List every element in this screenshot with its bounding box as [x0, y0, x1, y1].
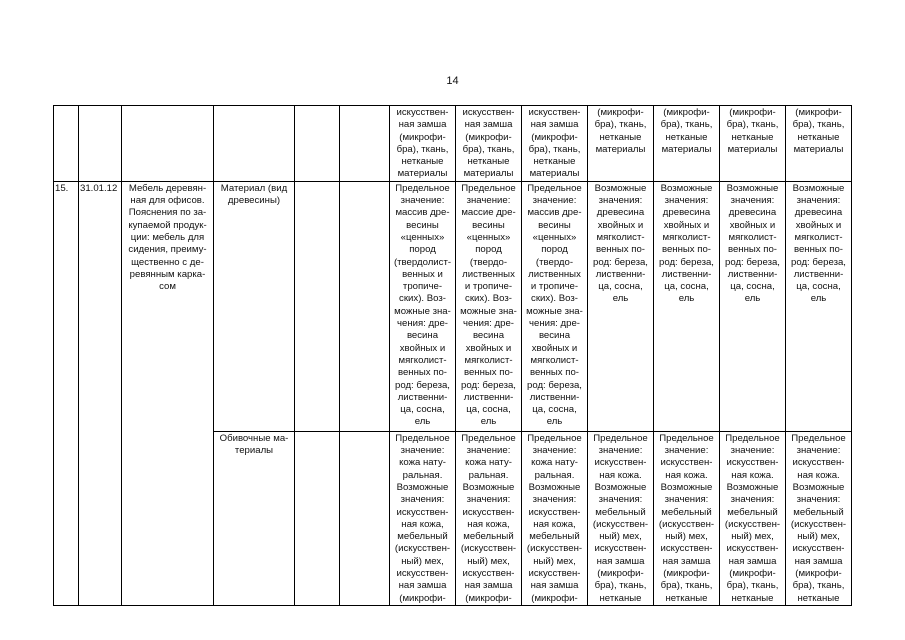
cell-line: значения:: [400, 494, 445, 506]
cell-line: искусствен-: [726, 457, 779, 469]
cell-line: бра), ткань,: [396, 143, 449, 155]
cell-line: венных по-: [793, 244, 843, 256]
cell-line: и тропиче-: [464, 281, 513, 293]
cell-line: хвойных и: [399, 342, 446, 354]
cell-line: ный) мех,: [599, 531, 642, 543]
cell-line: искусствен-: [528, 107, 581, 118]
cell-line: ральная.: [402, 469, 443, 481]
cell-line: ная замша: [398, 580, 447, 592]
cell-line: материалы: [397, 168, 448, 180]
cell-line: ца, сосна,: [730, 281, 775, 293]
cell-line: (микрофи-: [729, 568, 776, 580]
cell-line: род: береза,: [395, 379, 450, 391]
cell-line: древесина: [596, 207, 645, 219]
cell-line: значения:: [730, 195, 775, 207]
cell-line: хвойных и: [531, 342, 578, 354]
cell-line: искусствен-: [594, 457, 647, 469]
cell-line: (микрофи-: [465, 592, 512, 604]
cell-line: мягколист-: [662, 231, 711, 243]
cell-line: искусствен-: [462, 107, 515, 118]
cell-line: мягколист-: [464, 354, 513, 366]
cell-line: ца, сосна,: [400, 404, 445, 416]
cell-line: бра), ткань,: [528, 143, 581, 155]
cell-line: ный) мех,: [797, 531, 840, 543]
cell-line: (искусствен-: [394, 543, 451, 555]
value-cell: [786, 181, 852, 431]
okpd-code: 31.01.12: [79, 181, 122, 605]
unit-name-cell-empty: [340, 106, 390, 182]
cell-line: хвойных и: [663, 219, 710, 231]
value-cell: [588, 431, 654, 605]
cell-line: род: береза,: [659, 256, 714, 268]
cell-line: Возможные: [594, 182, 647, 194]
value-cell: [720, 431, 786, 605]
cell-line: древесины): [227, 195, 281, 207]
cell-line: значения:: [598, 494, 643, 506]
cell-line: ная замша: [596, 555, 645, 567]
cell-line: мягколист-: [728, 231, 777, 243]
cell-line: Возможные: [792, 182, 845, 194]
cell-line: «ценных»: [400, 231, 445, 243]
cell-line: чения: дре-: [463, 318, 514, 330]
cell-line: ная кожа.: [599, 469, 642, 481]
cell-line: чения: дре-: [529, 318, 580, 330]
cell-line: ца, сосна,: [796, 281, 841, 293]
cell-line: хвойных и: [597, 219, 644, 231]
cell-line: ная замша: [464, 580, 513, 592]
cell-line: лиственни-: [595, 268, 646, 280]
continuation-row: [54, 106, 852, 182]
cell-line: значение:: [532, 195, 577, 207]
cell-line: ских). Воз-: [399, 293, 446, 305]
cell-line: пород: [541, 244, 568, 256]
cell-line: мягколист-: [530, 354, 579, 366]
cell-line: нетканые: [665, 131, 708, 143]
cell-line: лиственни-: [793, 268, 844, 280]
cell-line: Предельное: [725, 432, 780, 444]
value-cell: [390, 431, 456, 605]
cell-line: значение:: [466, 445, 511, 457]
cell-line: нетканые: [401, 156, 444, 168]
cell-line: ральная.: [534, 469, 575, 481]
cell-line: ная кожа.: [731, 469, 774, 481]
cell-line: (твердо-: [535, 256, 574, 268]
cell-line: мебельный: [661, 506, 712, 518]
unit-code-empty: [295, 431, 340, 605]
cell-line: ная замша: [662, 555, 711, 567]
cell-line: (твердо-: [469, 256, 508, 268]
cell-line: весина: [406, 330, 439, 342]
cell-line: весины: [472, 219, 505, 231]
cell-line: искусствен-: [528, 568, 581, 580]
cell-line: Возможные: [726, 481, 779, 493]
cell-line: бра), ткань,: [726, 580, 779, 592]
cell-line: искусствен-: [792, 543, 845, 555]
cell-line: кожа нату-: [399, 457, 446, 469]
cell-line: (микрофи-: [399, 592, 446, 604]
cell-line: весины: [538, 219, 571, 231]
cell-line: значения:: [466, 494, 511, 506]
cell-line: териалы: [234, 445, 274, 457]
cell-line: значения:: [796, 494, 841, 506]
cell-line: ная замша: [794, 555, 843, 567]
cell-line: ный) мех,: [401, 555, 444, 567]
cell-line: род: береза,: [791, 256, 846, 268]
cell-line: мягколист-: [596, 231, 645, 243]
cell-line: ная замша: [398, 119, 447, 131]
cell-line: искусствен-: [792, 457, 845, 469]
value-cell: [654, 181, 720, 431]
cell-line: ный) мех,: [533, 555, 576, 567]
cell-line: род: береза,: [725, 256, 780, 268]
cell-line: кожа нату-: [465, 457, 512, 469]
cell-line: ских). Воз-: [465, 293, 512, 305]
cell-line: ца, сосна,: [598, 281, 643, 293]
cell-line: можные зна-: [526, 305, 583, 317]
cell-line: Предельное: [527, 432, 582, 444]
unit-name-empty: [340, 431, 390, 605]
cell-line: искусствен-: [660, 543, 713, 555]
cell-line: Предельное: [593, 432, 648, 444]
cell-line: мебельный: [793, 506, 844, 518]
cell-line: лиственных: [528, 268, 581, 280]
cell-line: бра), ткань,: [660, 119, 713, 131]
cell-line: мебельный: [595, 506, 646, 518]
cell-line: сидения, преиму-: [128, 244, 207, 256]
cell-line: значение:: [400, 195, 445, 207]
cell-line: (твердолист-: [393, 256, 452, 268]
cont-cell: [720, 106, 786, 182]
cell-line: значение:: [598, 445, 643, 457]
unit-name-empty: [340, 181, 390, 431]
cell-line: Возможные: [462, 481, 515, 493]
cell-line: Предельное: [461, 182, 516, 194]
cell-line: ца, сосна,: [664, 281, 709, 293]
cell-line: щественно с де-: [131, 256, 204, 268]
cell-line: мебельный: [397, 531, 448, 543]
cell-line: нетканые: [665, 592, 708, 604]
value-cell: [720, 181, 786, 431]
cell-line: лиственни-: [463, 391, 514, 403]
cell-line: значение:: [466, 195, 511, 207]
cell-line: весина: [472, 330, 505, 342]
cell-line: искусствен-: [528, 506, 581, 518]
cell-line: бра), ткань,: [594, 580, 647, 592]
cell-line: Предельное: [395, 432, 450, 444]
cell-line: «ценных»: [466, 231, 511, 243]
cell-line: нетканые: [731, 592, 774, 604]
cell-line: искусствен-: [396, 506, 449, 518]
cell-line: род: береза,: [527, 379, 582, 391]
value-cell: [390, 181, 456, 431]
cell-line: «ценных»: [532, 231, 577, 243]
cell-line: нетканые: [467, 156, 510, 168]
cell-line: Предельное: [527, 182, 582, 194]
cell-line: (микрофи-: [531, 131, 578, 143]
cell-line: (искусствен-: [460, 543, 517, 555]
cell-line: венных и: [402, 268, 443, 280]
cell-line: материалы: [529, 168, 580, 180]
cell-line: мебельный: [529, 531, 580, 543]
cell-line: значение:: [664, 445, 709, 457]
cell-line: нетканые: [797, 592, 840, 604]
cell-line: ель: [480, 416, 497, 428]
cell-line: ная кожа.: [797, 469, 840, 481]
cont-cell: [390, 106, 456, 182]
cell-line: венных по-: [397, 367, 447, 379]
cont-cell: [654, 106, 720, 182]
cell-line: материалы: [661, 143, 712, 155]
cell-line: искусствен-: [594, 543, 647, 555]
cell-line: Возможные: [660, 182, 713, 194]
value-cell: [522, 181, 588, 431]
cell-line: (микрофи-: [663, 568, 710, 580]
cell-line: материалы: [727, 143, 778, 155]
cell-line: мебельный: [463, 531, 514, 543]
cell-line: (микрофи-: [465, 131, 512, 143]
cell-line: ца, сосна,: [466, 404, 511, 416]
cell-line: искусствен-: [462, 568, 515, 580]
unit-cell-empty: [295, 106, 340, 182]
cell-line: (искусствен-: [526, 543, 583, 555]
cell-line: венных по-: [661, 244, 711, 256]
cell-line: ная замша: [530, 119, 579, 131]
cell-line: (микрофи-: [399, 131, 446, 143]
cell-line: весины: [406, 219, 439, 231]
cell-line: венных по-: [463, 367, 513, 379]
cell-line: (искусствен-: [658, 518, 715, 530]
cell-line: ный) мех,: [731, 531, 774, 543]
cell-line: значения:: [532, 494, 577, 506]
value-cell: [786, 431, 852, 605]
cell-line: Мебель деревян-: [128, 182, 207, 194]
cell-line: (искусствен-: [790, 518, 847, 530]
cell-line: венных по-: [595, 244, 645, 256]
cell-line: Возможные: [660, 481, 713, 493]
cell-line: Возможные: [528, 481, 581, 493]
cell-line: чения: дре-: [397, 318, 448, 330]
cell-line: значения:: [598, 195, 643, 207]
cell-line: искусствен-: [660, 457, 713, 469]
cell-line: род: береза,: [593, 256, 648, 268]
cell-line: (искусствен-: [724, 518, 781, 530]
cell-line: (микрофи-: [663, 107, 710, 118]
cell-line: нетканые: [599, 131, 642, 143]
cell-line: ции: мебель для: [130, 231, 205, 243]
cell-line: значения:: [796, 195, 841, 207]
cell-line: мягколист-: [398, 354, 447, 366]
cell-line: хвойных и: [729, 219, 776, 231]
cell-line: (искусствен-: [592, 518, 649, 530]
cell-line: тропиче-: [402, 281, 443, 293]
cell-line: лиственни-: [397, 391, 448, 403]
cell-line: материалы: [463, 168, 514, 180]
cell-line: нетканые: [599, 592, 642, 604]
cell-line: ная для офисов.: [130, 195, 205, 207]
cell-line: бра), ткань,: [462, 143, 515, 155]
cell-line: значение:: [730, 445, 775, 457]
cell-line: древесина: [728, 207, 777, 219]
cell-line: венных по-: [529, 367, 579, 379]
cell-line: массие дре-: [461, 207, 516, 219]
cell-line: Предельное: [461, 432, 516, 444]
cell-line: ель: [612, 293, 629, 305]
cell-line: массив дре-: [527, 207, 582, 219]
cell-line: нетканые: [797, 131, 840, 143]
cell-line: искусствен-: [396, 107, 449, 118]
cell-line: значение:: [400, 445, 445, 457]
cell-line: значения:: [730, 494, 775, 506]
cell-line: ная замша: [530, 580, 579, 592]
cont-cell: [786, 106, 852, 182]
cont-cell: [456, 106, 522, 182]
product-name: [122, 181, 214, 605]
cont-cell: [522, 106, 588, 182]
cell-line: бра), ткань,: [792, 580, 845, 592]
characteristic-upholstery: [214, 431, 295, 605]
cell-line: ная кожа,: [533, 518, 576, 530]
cell-line: ревянным карка-: [129, 268, 206, 280]
cell-line: ный) мех,: [665, 531, 708, 543]
cell-line: искусствен-: [396, 568, 449, 580]
cell-line: древесина: [662, 207, 711, 219]
cell-line: сом: [159, 281, 176, 293]
cell-line: бра), ткань,: [726, 119, 779, 131]
cell-line: ца, сосна,: [532, 404, 577, 416]
char-cell-empty: [214, 106, 295, 182]
cell-line: Возможные: [726, 182, 779, 194]
value-cell: [456, 181, 522, 431]
requirements-table: [53, 105, 852, 606]
name-cell-empty: [122, 106, 214, 182]
cell-line: хвойных и: [795, 219, 842, 231]
cell-line: материалы: [793, 143, 844, 155]
row-15-material: [54, 181, 852, 431]
value-cell: [588, 181, 654, 431]
value-cell: [456, 431, 522, 605]
cell-line: массив дре-: [395, 207, 450, 219]
cell-line: Возможные: [792, 481, 845, 493]
cell-line: значения:: [664, 195, 709, 207]
cell-line: и тропиче-: [530, 281, 579, 293]
characteristic-material: [214, 181, 295, 431]
cell-line: искусствен-: [462, 506, 515, 518]
cell-line: мебельный: [727, 506, 778, 518]
cell-line: материалы: [595, 143, 646, 155]
cell-line: ная кожа,: [401, 518, 444, 530]
cell-line: значение:: [532, 445, 577, 457]
cell-line: весина: [538, 330, 571, 342]
cell-line: Пояснения по за-: [128, 207, 207, 219]
cell-line: ный) мех,: [467, 555, 510, 567]
cell-line: пород: [409, 244, 436, 256]
cell-line: можные зна-: [394, 305, 451, 317]
cell-line: ная замша: [464, 119, 513, 131]
cell-line: лиственни-: [661, 268, 712, 280]
page-number: 14: [446, 75, 459, 87]
cell-line: (микрофи-: [795, 107, 842, 118]
cell-line: ная замша: [728, 555, 777, 567]
cell-line: древесина: [794, 207, 843, 219]
cell-line: род: береза,: [461, 379, 516, 391]
cell-line: нетканые: [533, 156, 576, 168]
cell-line: нетканые: [731, 131, 774, 143]
cell-line: ель: [678, 293, 695, 305]
cell-line: кожа нату-: [531, 457, 578, 469]
value-cell: [522, 431, 588, 605]
cell-line: (микрофи-: [729, 107, 776, 118]
row-number: 15.: [54, 181, 79, 605]
cell-line: Предельное: [659, 432, 714, 444]
cell-line: ная кожа,: [467, 518, 510, 530]
cell-line: Обивочные ма-: [219, 432, 289, 444]
cell-line: ель: [414, 416, 431, 428]
num-cell-empty: [54, 106, 79, 182]
cell-line: ель: [546, 416, 563, 428]
cell-line: значения:: [664, 494, 709, 506]
cell-line: (микрофи-: [795, 568, 842, 580]
cell-line: лиственни-: [529, 391, 580, 403]
cell-line: значение:: [796, 445, 841, 457]
cell-line: лиственных: [462, 268, 515, 280]
cell-line: Возможные: [396, 481, 449, 493]
cell-line: бра), ткань,: [594, 119, 647, 131]
cell-line: Предельное: [791, 432, 846, 444]
cont-cell: [588, 106, 654, 182]
cell-line: (микрофи-: [531, 592, 578, 604]
cell-line: Предельное: [395, 182, 450, 194]
cell-line: ель: [744, 293, 761, 305]
cell-line: ель: [810, 293, 827, 305]
cell-line: Материал (вид: [220, 182, 288, 194]
cell-line: бра), ткань,: [660, 580, 713, 592]
cell-line: (микрофи-: [597, 568, 644, 580]
cell-line: венных по-: [727, 244, 777, 256]
cell-line: пород: [475, 244, 502, 256]
unit-code-empty: [295, 181, 340, 431]
cell-line: ских). Воз-: [531, 293, 578, 305]
cell-line: ная кожа.: [665, 469, 708, 481]
cell-line: лиственни-: [727, 268, 778, 280]
cell-line: хвойных и: [465, 342, 512, 354]
value-cell: [654, 431, 720, 605]
cell-line: (микрофи-: [597, 107, 644, 118]
code-cell-empty: [79, 106, 122, 182]
cell-line: искусствен-: [726, 543, 779, 555]
cell-line: мягколист-: [794, 231, 843, 243]
cell-line: Возможные: [594, 481, 647, 493]
cell-line: можные зна-: [460, 305, 517, 317]
cell-line: ральная.: [468, 469, 509, 481]
cell-line: купаемой продук-: [128, 219, 207, 231]
cell-line: бра), ткань,: [792, 119, 845, 131]
